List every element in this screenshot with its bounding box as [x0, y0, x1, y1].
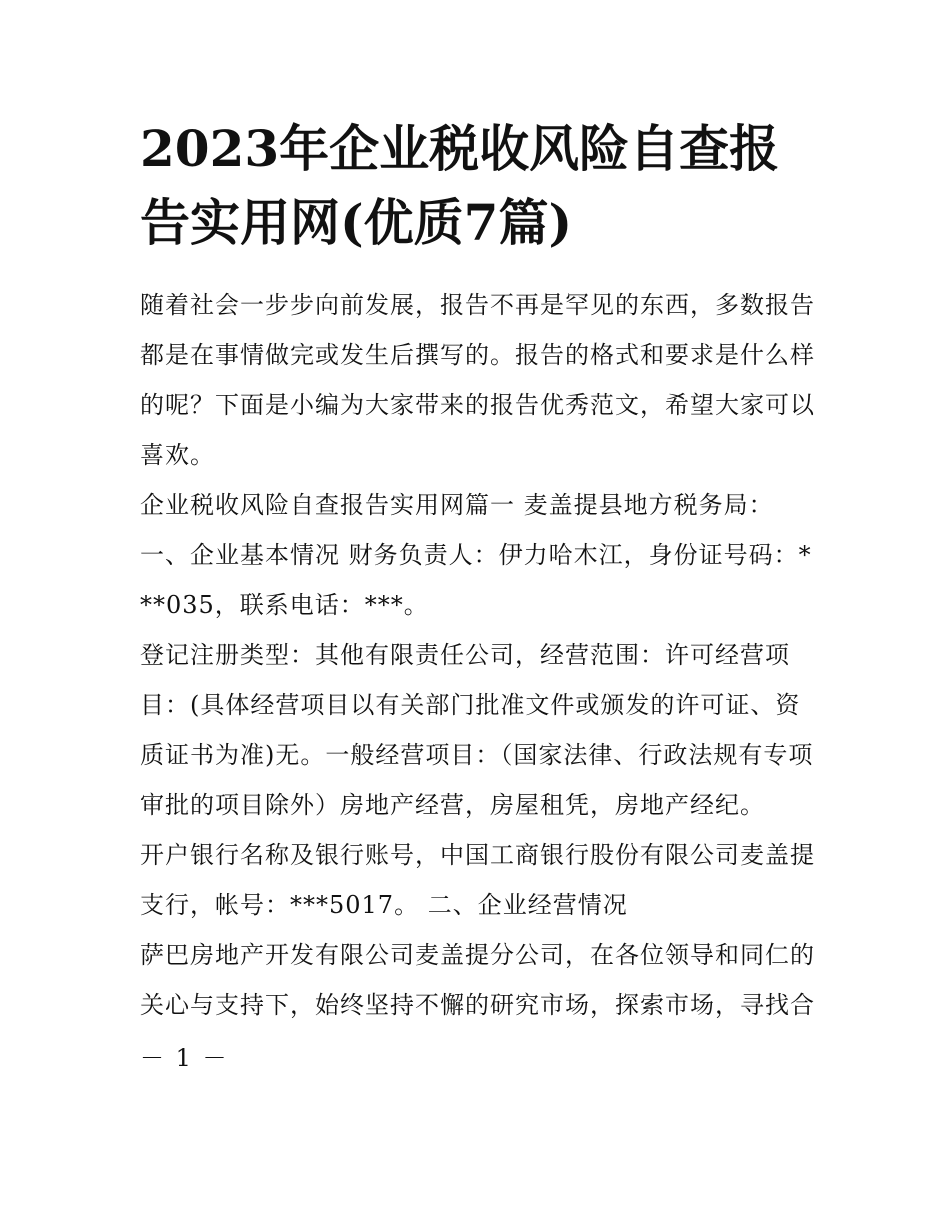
paragraph-operations: 萨巴房地产开发有限公司麦盖提分公司，在各位领导和同仁的关心与支持下，始终坚持不懈的研究市场，探索市场，寻找合: [140, 941, 815, 1019]
paragraph-registration: 登记注册类型：其他有限责任公司，经营范围：许可经营项目：(具体经营项目以有关部门批准文件或颁发的许可证、资质证书为准)无。一般经营项目：（国家法律、行政法规有专项审批的项目除外）房地产经营，房屋租凭，房地产经纪。: [140, 641, 814, 819]
document-title: 2023年企业税收风险自查报告实用网(优质7篇): [140, 119, 780, 252]
paragraph-intro: 随着社会一步步向前发展，报告不再是罕见的东西，多数报告都是在事情做完或发生后撰写的。报告的格式和要求是什么样的呢？下面是小编为大家带来的报告优秀范文，希望大家可以喜欢。: [140, 291, 815, 469]
page-number: － 1 －: [140, 1044, 229, 1072]
paragraph-bank-account: 开户银行名称及银行账号，中国工商银行股份有限公司麦盖提支行，帐号：***5017。 二、企业经营情况: [140, 841, 815, 919]
document-page: [140, 112, 820, 1030]
paragraph-basic-info: 一、企业基本情况 财务负责人：伊力哈木江，身份证号码：***035，联系电话：***。: [140, 541, 812, 619]
document-body: [140, 280, 820, 1030]
paragraph-section-heading: 企业税收风险自查报告实用网篇一 麦盖提县地方税务局：: [140, 491, 774, 519]
